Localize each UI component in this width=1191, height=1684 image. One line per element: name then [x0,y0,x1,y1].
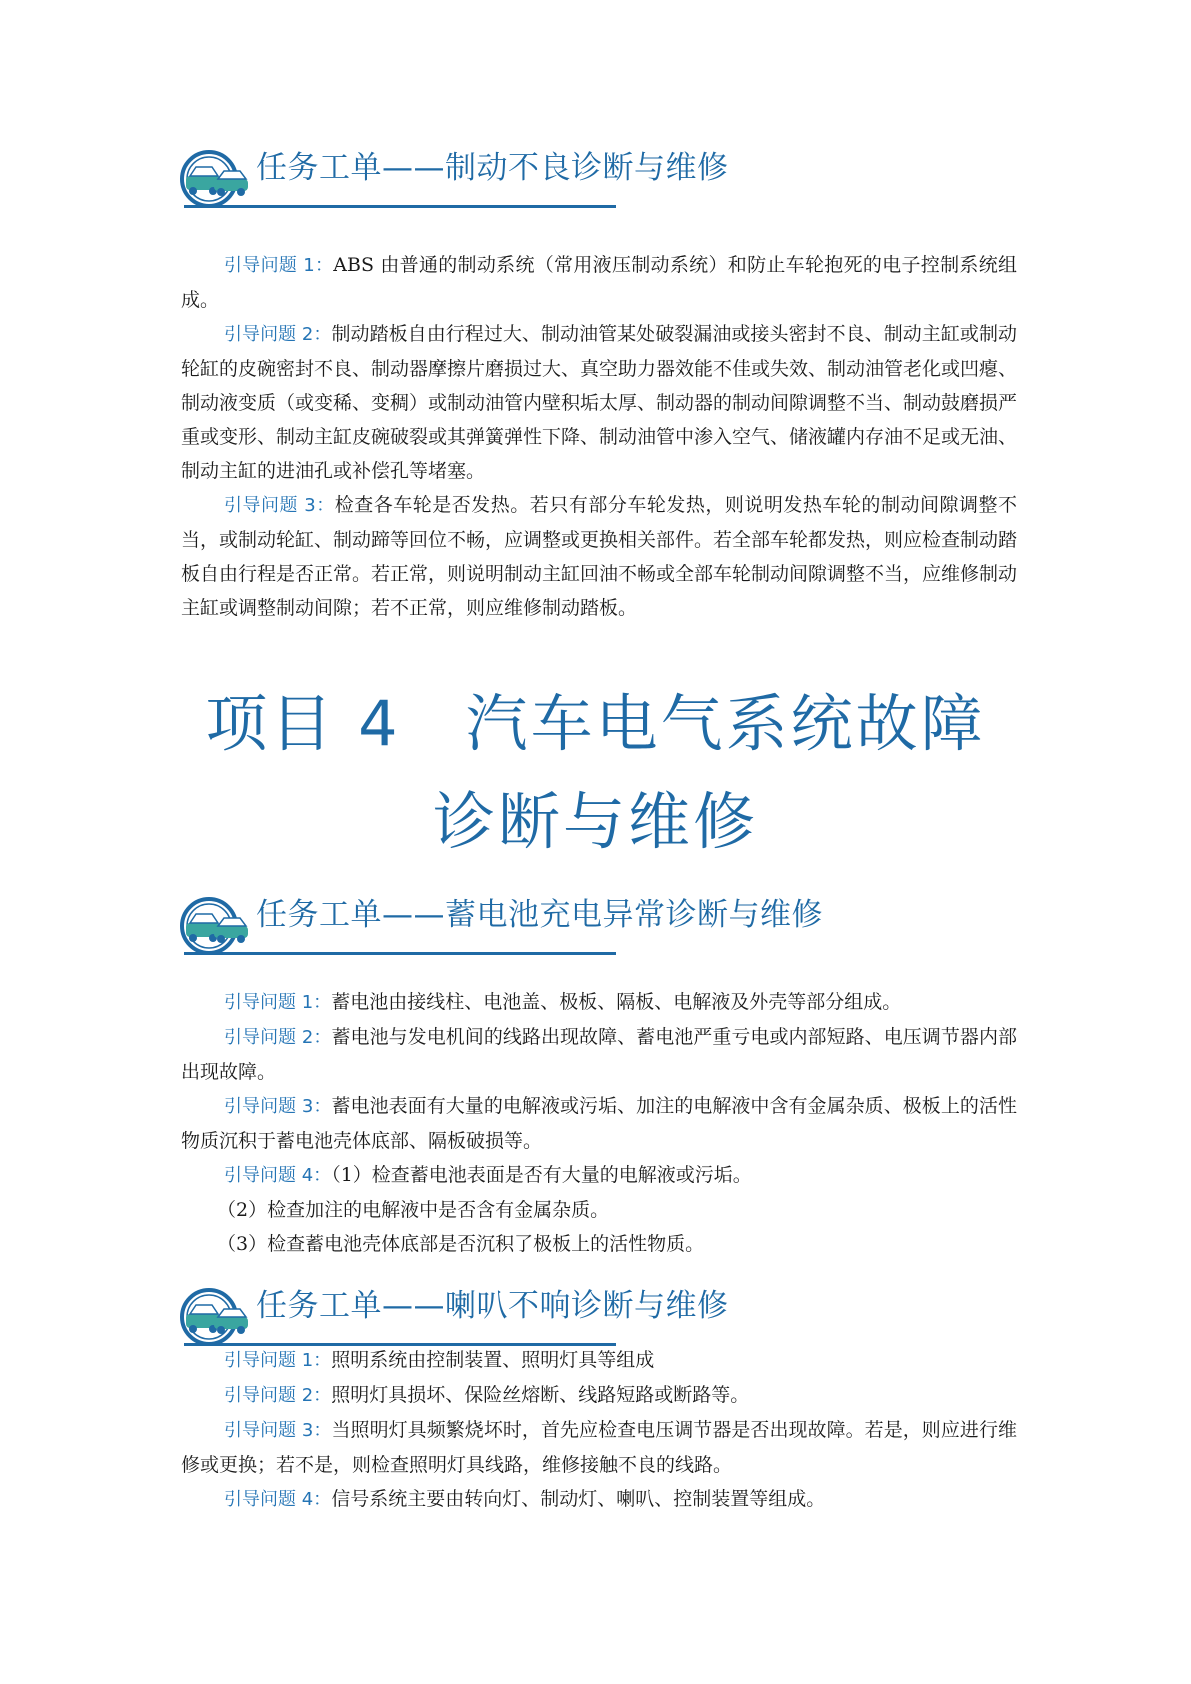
answer-text: 制动踏板自由行程过大、制动油管某处破裂漏油或接头密封不良、制动主缸或制动轮缸的皮碗密封不良、制动器摩擦片磨损过大、真空助力器效能不佳或失效、制动油管老化或凹瘪、制动液变质（或变稀、变稠）或制动油管内壁积垢太厚、制动器的制动间隙调整不当、制动鼓磨损严重或变形、制动主缸皮碗破裂或其弹簧弹性下降、制动油管中渗入空气、储液罐内存油不足或无油、制动主缸的进油孔或补偿孔等堵塞。 [181,323,1018,482]
answer-text: （1）检查蓄电池表面是否有大量的电解液或污垢。 [331,1164,752,1186]
answer-text: （3）检查蓄电池壳体底部是否沉积了极板上的活性物质。 [217,1233,705,1255]
heading-underline [184,205,616,208]
answer-text: 当照明灯具频繁烧坏时，首先应检查电压调节器是否出现故障。若是，则应进行维修或更换；若不是，则检查照明灯具线路，维修接触不良的线路。 [181,1419,1017,1476]
answer-text: ABS 由普通的制动系统（常用液压制动系统）和防止车轮抱死的电子控制系统组成。 [181,254,1017,311]
guide-question-1 [181,248,1017,317]
guide-question-2 [181,1378,1017,1413]
question-label: 引导问题 3： [224,1420,332,1441]
answer-text: （2）检查加注的电解液中是否含有金属杂质。 [217,1199,610,1221]
answer-text: 蓄电池与发电机间的线路出现故障、蓄电池严重亏电或内部短路、电压调节器内部出现故障。 [181,1026,1017,1083]
car-emblem-icon [178,146,254,210]
answer-text: 蓄电池表面有大量的电解液或污垢、加注的电解液中含有金属杂质、极板上的活性物质沉积于蓄电池壳体底部、隔板破损等。 [181,1095,1017,1152]
guide-question-2 [181,317,1017,488]
task-heading-horn [178,1284,798,1348]
horn-paragraphs [181,1343,1017,1517]
task-heading-brake [178,146,798,210]
question-label: 引导问题 2： [224,324,332,345]
section-title: 任务工单——制动不良诊断与维修 [256,150,729,186]
guide-question-3 [181,1413,1017,1482]
car-emblem-icon [178,893,254,957]
guide-question-2 [181,1020,1017,1089]
guide-question-4 [181,1482,1017,1517]
question-label: 引导问题 3： [224,495,335,516]
check-item-3 [181,1227,1017,1261]
answer-text: 信号系统主要由转向灯、制动灯、喇叭、控制装置等组成。 [331,1488,826,1510]
section-title: 任务工单——喇叭不响诊断与维修 [256,1288,729,1324]
heading-underline [184,952,616,955]
answer-text: 蓄电池由接线柱、电池盖、极板、隔板、电解液及外壳等部分组成。 [331,991,902,1013]
project-title-line-1: 项目 4 汽车电气系统故障 [205,687,986,760]
guide-question-3 [181,488,1017,625]
question-label: 引导问题 1： [224,992,332,1013]
project-title-line-2: 诊断与维修 [432,785,758,858]
question-label: 引导问题 2： [224,1027,332,1048]
check-item-2 [181,1193,1017,1227]
answer-text: 检查各车轮是否发热。若只有部分车轮发热，则说明发热车轮的制动间隙调整不当，或制动轮缸、制动蹄等回位不畅，应调整或更换相关部件。若全部车轮都发热，则应检查制动踏板自由行程是否正常。若正常，则说明制动主缸回油不畅或全部车轮制动间隙调整不当，应维修制动主缸或调整制动间隙；若不正常，则应维修制动踏板。 [181,494,1018,619]
guide-question-1 [181,1343,1017,1378]
answer-text: 照明系统由控制装置、照明灯具等组成 [331,1349,655,1371]
car-emblem-icon [178,1284,254,1348]
question-label: 引导问题 1： [224,255,334,276]
answer-text: 照明灯具损坏、保险丝熔断、线路短路或断路等。 [331,1384,750,1406]
question-label: 引导问题 1： [224,1350,332,1371]
question-label: 引导问题 3： [224,1096,332,1117]
question-label: 引导问题 2： [224,1385,332,1406]
guide-question-1 [181,985,1017,1020]
task-heading-battery [178,893,823,957]
brake-paragraphs [181,248,1017,625]
guide-question-3 [181,1089,1017,1158]
section-title: 任务工单——蓄电池充电异常诊断与维修 [256,897,823,933]
question-label: 引导问题 4： [224,1489,332,1510]
question-label: 引导问题 4： [224,1165,332,1186]
battery-paragraphs [181,985,1017,1261]
guide-question-4 [181,1158,1017,1193]
